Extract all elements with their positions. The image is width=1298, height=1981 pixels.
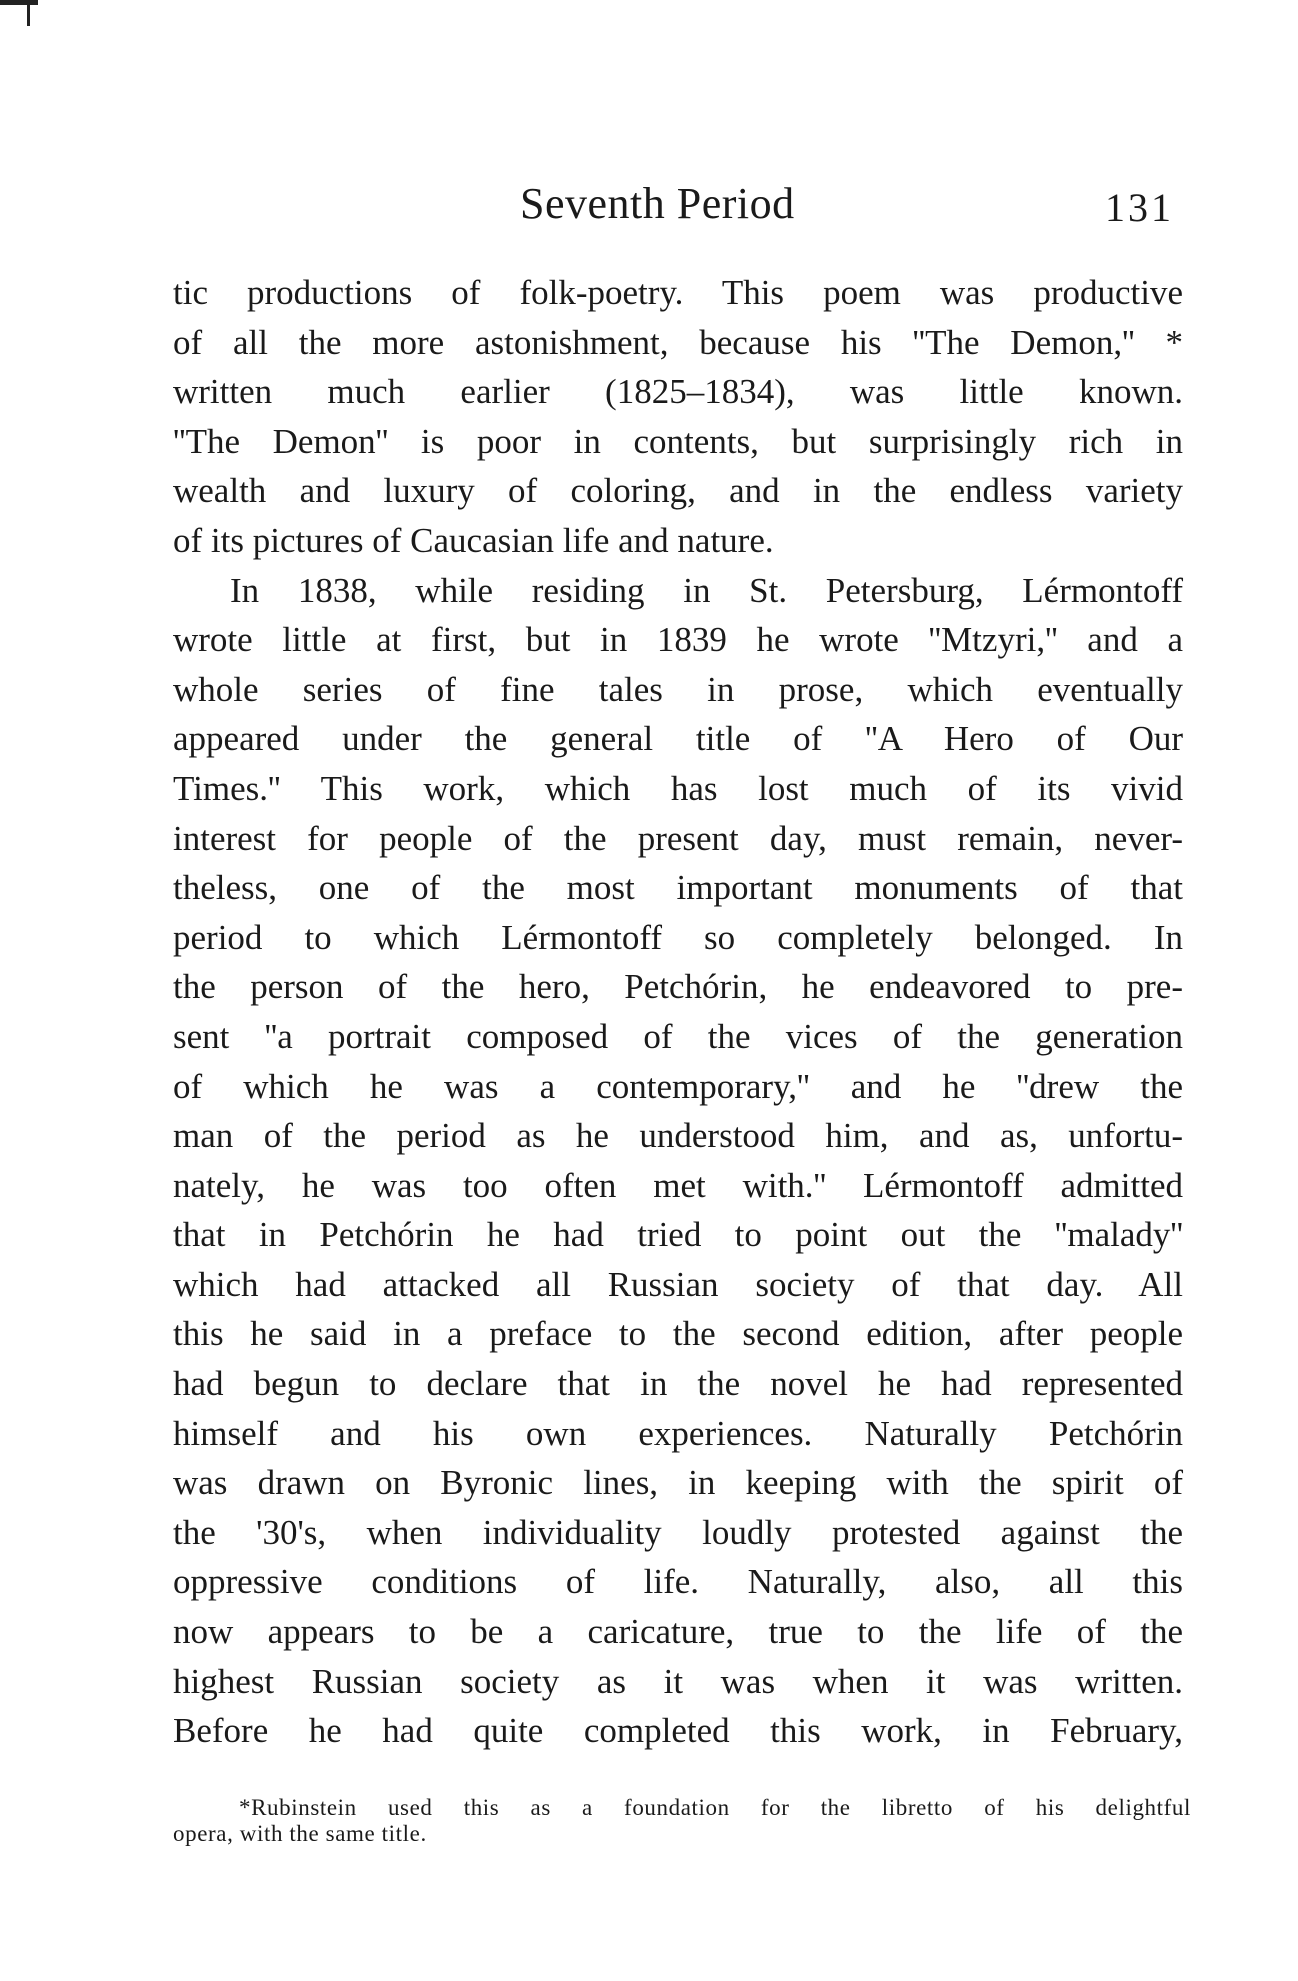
- text-line: whole series of fine tales in prose, which eventually: [173, 669, 1183, 709]
- text-line: ''The Demon'' is poor in contents, but surprisingly rich in: [173, 421, 1183, 461]
- text-line: interest for people of the present day, must remain, never-: [173, 818, 1183, 858]
- text-line: wrote little at first, but in 1839 he wrote ''Mtzyri,'' and a: [173, 620, 1183, 660]
- scan-mark-corner-stem: [27, 0, 30, 26]
- text-line: appeared under the general title of ''A Hero of Our: [173, 719, 1183, 759]
- text-line: Times.'' This work, which has lost much of its vivid: [173, 768, 1183, 808]
- page-number: 131: [1105, 185, 1174, 230]
- body-text: [173, 268, 1183, 1756]
- text-line: which had attacked all Russian society of that day. All: [173, 1264, 1183, 1304]
- text-line: In 1838, while residing in St. Petersburg, Lérmontoff: [230, 570, 1183, 610]
- text-line: that in Petchórin he had tried to point out the ''malady'': [173, 1215, 1183, 1255]
- text-line: himself and his own experiences. Naturally Petchórin: [173, 1413, 1183, 1453]
- page-header: [0, 178, 1298, 238]
- text-line: Before he had quite completed this work, in February,: [173, 1711, 1183, 1751]
- text-line: this he said in a preface to the second edition, after people: [173, 1314, 1183, 1354]
- text-line: now appears to be a caricature, true to the life of the: [173, 1612, 1183, 1652]
- text-line: oppressive conditions of life. Naturally, also, all this: [173, 1562, 1183, 1602]
- text-line: theless, one of the most important monuments of that: [173, 868, 1183, 908]
- text-line: the person of the hero, Petchórin, he endeavored to pre-: [173, 967, 1183, 1007]
- scan-mark-corner: [0, 0, 38, 5]
- text-line: period to which Lérmontoff so completely belonged. In: [173, 917, 1183, 957]
- text-line: of all the more astonishment, because his ''The Demon,'' *: [173, 322, 1183, 362]
- footnote-line: *Rubinstein used this as a foundation for the libretto of his delightful: [239, 1795, 1191, 1820]
- footnote: [173, 1795, 1191, 1847]
- running-head: Seventh Period: [520, 179, 795, 228]
- text-line: the '30's, when individuality loudly protested against the: [173, 1512, 1183, 1552]
- text-line: tic productions of folk-poetry. This poem was productive: [173, 273, 1183, 312]
- text-line: written much earlier (1825–1834), was little known.: [173, 372, 1183, 412]
- footnote-line: opera, with the same title.: [173, 1821, 427, 1846]
- text-line: nately, he was too often met with.'' Lérmontoff admitted: [173, 1165, 1183, 1205]
- text-line: of its pictures of Caucasian life and nature.: [173, 520, 774, 560]
- text-line: highest Russian society as it was when it was written.: [173, 1661, 1183, 1701]
- text-line: was drawn on Byronic lines, in keeping with the spirit of: [173, 1463, 1183, 1503]
- text-line: of which he was a contemporary,'' and he ''drew the: [173, 1066, 1183, 1106]
- text-line: wealth and luxury of coloring, and in the endless variety: [173, 471, 1183, 511]
- text-line: sent ''a portrait composed of the vices of the generation: [173, 1016, 1183, 1056]
- text-line: had begun to declare that in the novel he had represented: [173, 1364, 1183, 1404]
- text-line: man of the period as he understood him, and as, unfortu-: [173, 1116, 1183, 1156]
